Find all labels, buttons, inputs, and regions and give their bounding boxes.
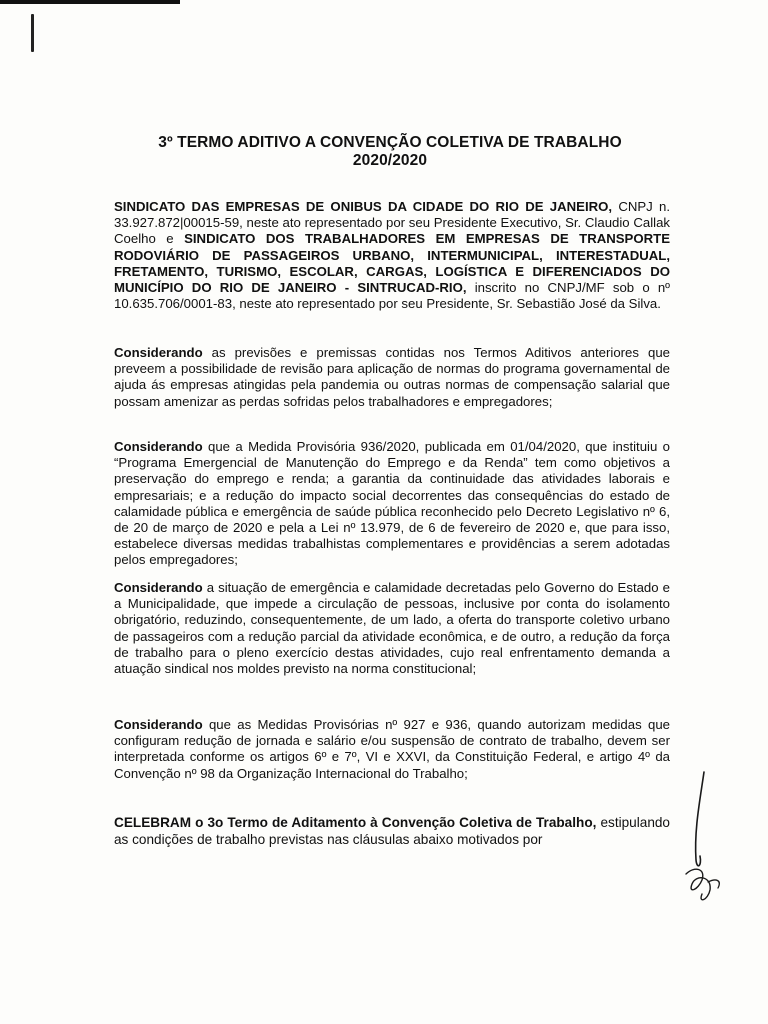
party-2-name: SINDICATO DOS TRABALHADORES EM EMPRESAS DE TRANSPORTE RODOVIÁRIO DE PASSAGEIROS URBANO, INTERMUNICIPAL, INTERESTADUAL, FRETAMENTO, TURISMO, ESCOLAR, CARGAS, LOGÍSTICA E DIFERENCIADOS DO MUNICÍPIO DO RIO DE JANEIRO - SINTRUCAD-RIO, <box>114 231 670 296</box>
handwritten-signature <box>672 770 732 910</box>
considerando-text: que as Medidas Provisórias nº 927 e 936, quando autorizam medidas que configuram redução de jornada e salário e/ou suspensão de contrato de trabalho, devem ser interpretada conforme os artigos 6º e 7º, VI e XXVI, da Constituição Federal, e artigo 4º da Convenção nº 98 da Organização Internacional do Trabalho; <box>114 717 670 781</box>
considerando-lead: Considerando <box>114 717 203 732</box>
party-1-name: SINDICATO DAS EMPRESAS DE ONIBUS DA CIDADE DO RIO DE JANEIRO, <box>114 199 613 214</box>
considerando-text: que a Medida Provisória 936/2020, publicada em 01/04/2020, que instituiu o “Programa Emergencial de Manutenção do Emprego e da Renda” tem como objetivos a preservação do emprego e renda; a garantia da continuidade das atividades laborais e empresariais; e a redução do impacto social decorrentes das consequências do estado de calamidade pública e emergência de saúde pública reconhecido pelo Decreto Legislativo nº 6, de 20 de março de 2020 e pela a Lei nº 13.979, de 6 de fevereiro de 2020 e, que para isso, estabelece diversas medidas trabalhistas complementares e providências a serem adotadas pelos empregadores; <box>114 439 670 568</box>
scan-edge-mark <box>0 0 180 4</box>
celebram-paragraph <box>114 815 670 849</box>
considerando-lead: Considerando <box>114 345 203 360</box>
considerando-paragraph-3 <box>114 580 670 677</box>
celebram-lead: CELEBRAM o 3o Termo de Aditamento à Convenção Coletiva de Trabalho, <box>114 815 597 830</box>
parties-paragraph <box>114 199 670 312</box>
document-title <box>120 134 660 170</box>
considerando-paragraph-4 <box>114 717 670 782</box>
party-2-details: inscrito no CNPJ/MF sob o nº 10.635.706/0001-83, neste ato representado por seu Presidente, Sr. Sebastião José da Silva. <box>114 280 670 312</box>
celebram-text: estipulando as condições de trabalho previstas nas cláusulas abaixo motivados por <box>114 815 670 847</box>
considerando-text: as previsões e premissas contidas nos Termos Aditivos anteriores que preveem a possibilidade de revisão para aplicação de normas do programa governamental de ajuda ás empresas atingidas pela pandemia ou outras normas de compensação salarial que possam amenizar as perdas sofridas pelos trabalhadores e empregadores; <box>114 345 670 409</box>
considerando-lead: Considerando <box>114 580 203 595</box>
considerando-paragraph-1 <box>114 345 670 410</box>
scan-margin-mark <box>31 14 34 52</box>
considerando-paragraph-2 <box>114 439 670 569</box>
considerando-text: a situação de emergência e calamidade decretadas pelo Governo do Estado e a Municipalidade, que impede a circulação de pessoas, inclusive por conta do isolamento obrigatório, reduzindo, consequentemente, de um lado, a oferta do transporte coletivo urbano de passageiros com a redução parcial da atividade econômica, e de outro, a redução da força de trabalho para o pleno exercício destas atividades, cujo real enfrentamento demanda a atuação sindical nos moldes previsto na norma constitucional; <box>114 580 670 677</box>
title-line-1: 3º TERMO ADITIVO A CONVENÇÃO COLETIVA DE TRABALHO <box>158 134 622 151</box>
considerando-lead: Considerando <box>114 439 203 454</box>
party-1-details: CNPJ n. 33.927.872|00015-59, neste ato representado por seu Presidente Executivo, Sr. Claudio Callak Coelho e <box>114 199 670 247</box>
title-line-2: 2020/2020 <box>352 152 428 169</box>
